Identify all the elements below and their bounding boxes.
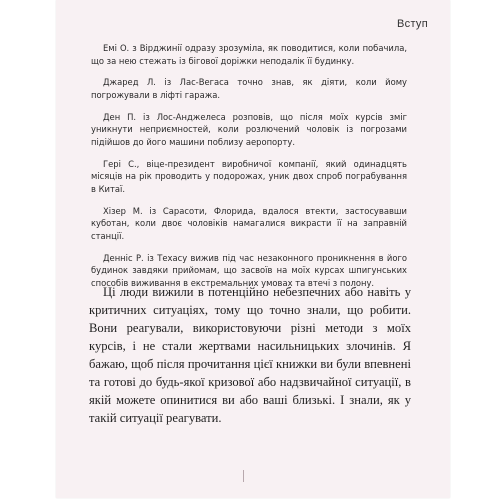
testimonial-entry: Гері С., віце-президент виробничої компанії, який одинадцять місяців на рік проводить у подорожах, уник двох спроб пограбування в Китаї.: [91, 158, 407, 194]
book-page: [56, 0, 450, 498]
running-header: Вступ: [397, 18, 428, 30]
testimonial-entry: Емі О. з Вірджинії одразу зрозуміла, як поводитися, коли побачила, що за нею стежать із бігової доріжки неподалік її будинку.: [91, 43, 407, 66]
testimonial-entry: Денніс Р. із Техасу вижив під час незаконного проникнення в його будинок завдяки прийомам, що засвоїв на моїх курсах шпигунських способів виживання в екстремальних умовах та втечі з полону.: [91, 252, 407, 288]
summary-paragraph: Ці люди вижили в потенційно небезпечних або навіть у критичних ситуаціях, тому що точно знали, що робити. Вони реагували, використовуючи різні методи з моїх курсів, і не стали жертвами насильницьких злочинів. Я бажаю, щоб після прочитання цієї книжки ви були впевнені та готові до будь-якої кризової або надзвичайної ситуації, в якій можете опинитися ви або ваші близькі. І знали, як у такій ситуації реагувати.: [89, 285, 411, 425]
testimonial-entry: Хізер М. із Сарасоти, Флорида, вдалося втекти, застосувавши куботан, коли двоє чоловіків намагалися викрасти її на заправній станції.: [91, 205, 407, 241]
testimonial-entry: Ден П. із Лос-Анджелеса розповів, що після моїх курсів зміг уникнути неприємностей, коли розлючений чоловік із погрозами підійшов до його машини поблизу аеропорту.: [91, 111, 407, 147]
testimonial-list: [91, 42, 407, 299]
testimonial-entry: Джаред Л. із Лас-Вегаса точно знав, як діяти, коли йому погрожували в ліфті гаража.: [91, 77, 407, 100]
page-mark: [243, 470, 244, 482]
